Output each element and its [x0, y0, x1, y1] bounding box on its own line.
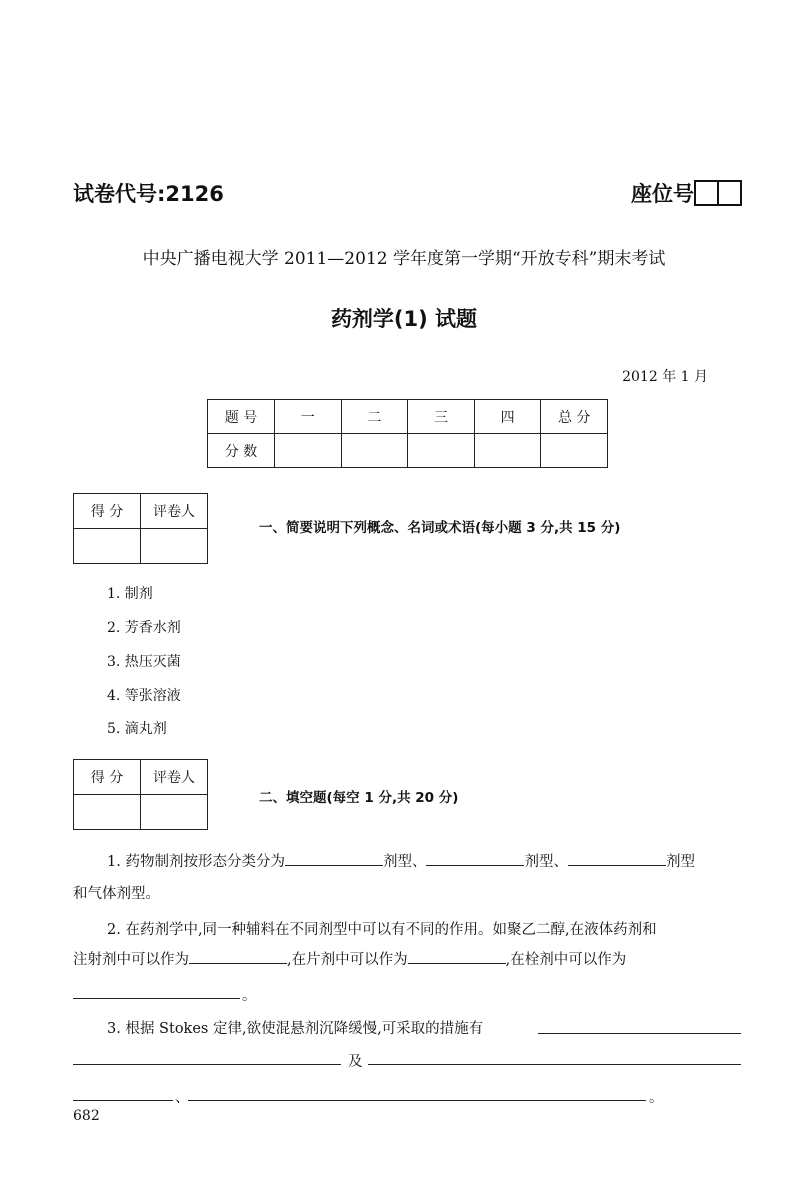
term-item: 4. 等张溶液	[107, 688, 181, 704]
question-3-connector: 及	[348, 1054, 363, 1070]
question-3-end: 。	[649, 1090, 664, 1106]
answer-blank[interactable]	[408, 948, 506, 964]
question-3-separator: 、	[175, 1090, 190, 1106]
exam-date: 2012 年 1 月	[622, 369, 708, 385]
answer-blank[interactable]	[426, 850, 524, 866]
page-number: 682	[73, 1108, 100, 1124]
question-1-text: 剂型、	[382, 854, 427, 870]
question-1-line-1	[107, 850, 695, 871]
score-table-score-row	[208, 434, 608, 468]
score-label: 分 数	[208, 434, 275, 468]
term-item: 3. 热压灭菌	[107, 654, 181, 670]
answer-blank[interactable]	[188, 1100, 646, 1101]
seat-number-box	[694, 180, 742, 206]
paper-code: 试卷代号:2126	[73, 182, 224, 206]
grader-box-section1	[73, 493, 208, 564]
score-cell	[408, 434, 475, 468]
answer-blank[interactable]	[568, 850, 666, 866]
question-3-line-1: 3. 根据 Stokes 定律,欲使混悬剂沉降缓慢,可采取的措施有	[107, 1021, 484, 1037]
question-2-end: 。	[242, 988, 257, 1004]
score-column-header: 一	[275, 400, 342, 434]
score-cell	[541, 434, 608, 468]
score-column-header: 四	[474, 400, 541, 434]
seat-number	[631, 178, 742, 208]
term-item: 5. 滴丸剂	[107, 721, 167, 737]
answer-blank[interactable]	[538, 1033, 741, 1034]
paper-title: 药剂学(1) 试题	[330, 307, 478, 331]
grader-box-section2	[73, 759, 208, 830]
answer-blank[interactable]	[368, 1064, 741, 1065]
question-1-text: 1. 药物制剂按形态分类分为	[107, 854, 285, 870]
score-column-header: 二	[341, 400, 408, 434]
question-1-text: 剂型、	[524, 854, 568, 870]
grader-score-label: 得 分	[74, 760, 141, 795]
answer-blank[interactable]	[73, 1064, 341, 1065]
question-2-text: 注射剂中可以作为	[73, 952, 189, 968]
question-2-text: ,在栓剂中可以作为	[505, 952, 627, 968]
section1-heading: 一、简要说明下列概念、名词或术语(每小题 3 分,共 15 分)	[259, 520, 621, 536]
exam-title: 中央广播电视大学 2011—2012 学年度第一学期“开放专科”期末考试	[142, 249, 666, 269]
grader-score-cell	[74, 529, 141, 564]
term-item: 1. 制剂	[107, 586, 153, 602]
score-cell	[275, 434, 342, 468]
grader-score-label: 得 分	[74, 494, 141, 529]
section2-heading: 二、填空题(每空 1 分,共 20 分)	[259, 790, 459, 806]
grader-name-cell	[141, 795, 208, 830]
question-2-text: ,在片剂中可以作为	[287, 952, 408, 968]
answer-blank[interactable]	[285, 850, 383, 866]
score-cell	[341, 434, 408, 468]
score-column-header: 三	[408, 400, 475, 434]
question-number-label: 题 号	[208, 400, 275, 434]
question-2-line-2	[73, 948, 626, 969]
question-1-text: 剂型	[665, 854, 695, 870]
seat-label: 座位号	[631, 182, 694, 206]
score-table	[207, 399, 608, 468]
question-1-line-2: 和气体剂型。	[73, 886, 160, 902]
question-2-line-1: 2. 在药剂学中,同一种辅料在不同剂型中可以有不同的作用。如聚乙二醇,在液体药剂和	[107, 922, 657, 938]
score-table-header-row	[208, 400, 608, 434]
grader-name-cell	[141, 529, 208, 564]
term-item: 2. 芳香水剂	[107, 620, 181, 636]
grader-score-cell	[74, 795, 141, 830]
grader-name-label: 评卷人	[141, 760, 208, 795]
grader-name-label: 评卷人	[141, 494, 208, 529]
score-cell	[474, 434, 541, 468]
answer-blank[interactable]	[73, 998, 240, 999]
score-column-header: 总 分	[541, 400, 608, 434]
answer-blank[interactable]	[189, 948, 287, 964]
answer-blank[interactable]	[73, 1100, 173, 1101]
